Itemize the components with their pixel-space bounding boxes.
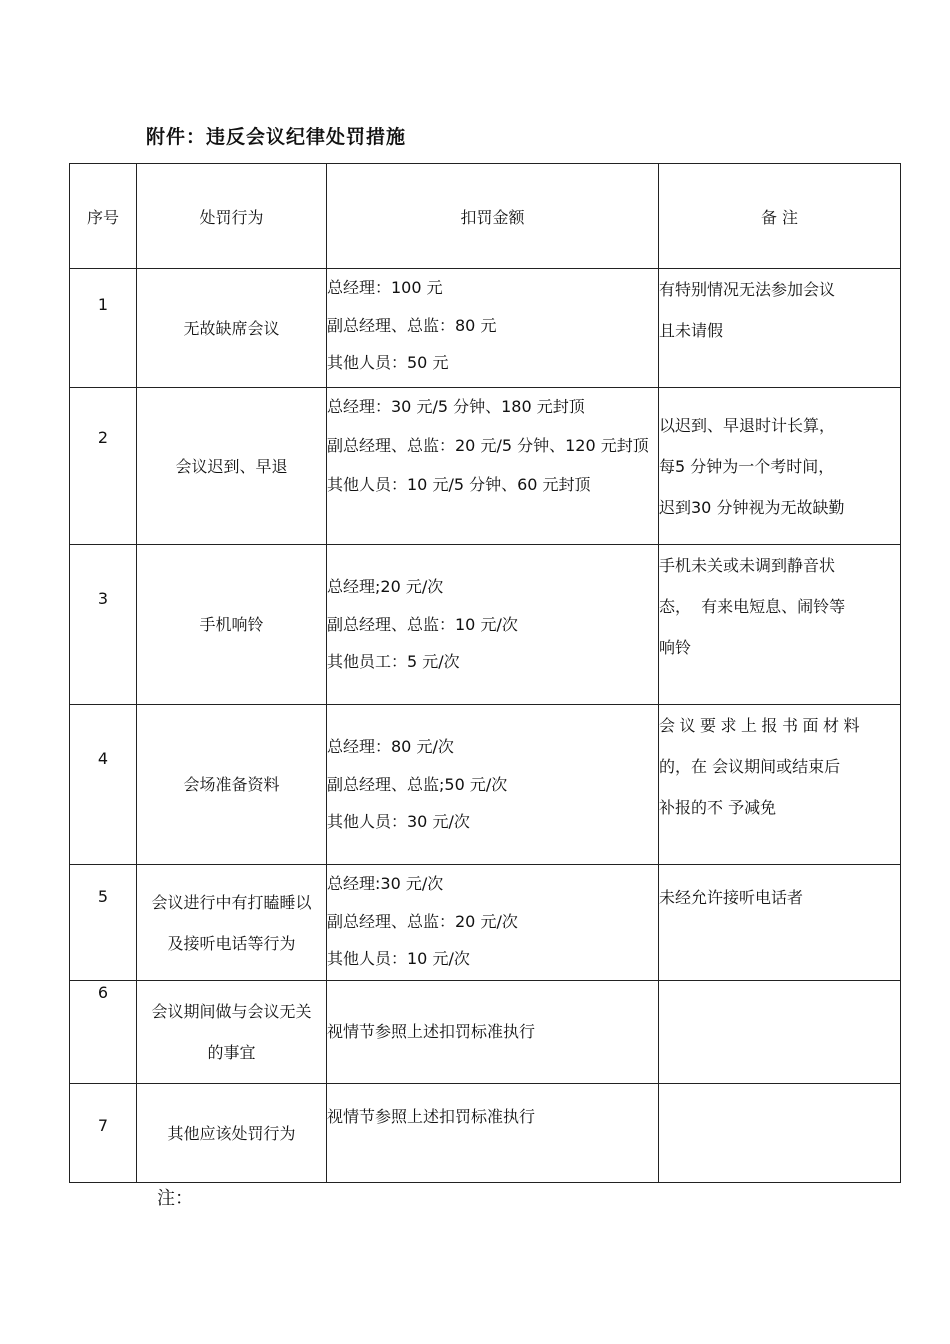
remark-line: 未经允许接听电话者	[659, 888, 804, 907]
amount-line: 总经理：30 元/5 分钟、180 元封顶	[327, 397, 585, 416]
remark-cell	[659, 545, 901, 705]
behavior-cell: 无故缺席会议	[137, 269, 327, 388]
amount-line: 副总经理、总监：20 元/5 分钟、120 元封顶	[327, 435, 649, 455]
row-number-cell	[70, 269, 137, 388]
amount-line: 其他人员：10 元/次	[327, 949, 470, 968]
behavior-cell: 会议进行中有打瞌睡以及接听电话等行为	[137, 865, 327, 981]
amount-cell	[327, 981, 659, 1084]
remark-line: 会议要求上报书面材料	[659, 716, 865, 735]
amount-line: 其他人员：50 元	[327, 353, 449, 372]
behavior-cell: 会议迟到、早退	[137, 388, 327, 545]
table-row	[70, 865, 901, 981]
amount-line: 副总经理、总监：20 元/次	[327, 911, 518, 931]
remark-line: 以迟到、早退时计长算，	[659, 415, 836, 435]
amount-cell	[327, 545, 659, 705]
remark-cell	[659, 269, 901, 388]
table-row	[70, 705, 901, 865]
amount-line: 其他人员：10 元/5 分钟、60 元封顶	[327, 474, 591, 494]
header-behavior: 处罚行为	[137, 164, 327, 269]
row-number: 5	[97, 887, 109, 906]
row-number-cell	[70, 705, 137, 865]
table-row	[70, 981, 901, 1084]
row-number-cell	[70, 865, 137, 981]
remark-line: 态， 有来电短息、闹铃等	[659, 597, 846, 616]
row-number: 4	[97, 749, 109, 768]
table-row	[70, 388, 901, 545]
amount-cell	[327, 1084, 659, 1183]
amount-line: 视情节参照上述扣罚标准执行	[327, 1107, 536, 1126]
remark-line: 的，在 会议期间或结束后	[659, 757, 841, 776]
row-number: 1	[97, 295, 109, 314]
remark-cell	[659, 1084, 901, 1183]
amount-line: 副总经理、总监;50 元/次	[327, 774, 508, 794]
table-row	[70, 545, 901, 705]
amount-line: 总经理：80 元/次	[327, 737, 454, 757]
amount-cell	[327, 705, 659, 865]
amount-line: 总经理;20 元/次	[327, 577, 444, 597]
remark-line: 且未请假	[659, 321, 724, 340]
behavior-cell: 会场准备资料	[137, 705, 327, 865]
row-number: 2	[97, 428, 109, 447]
penalty-table	[69, 163, 901, 1183]
remark-line: 每5 分钟为一个考时间，	[659, 456, 835, 476]
row-number: 6	[97, 983, 109, 1002]
row-number: 7	[97, 1116, 109, 1135]
remark-line: 手机未关或未调到静音状	[659, 556, 836, 575]
amount-line: 其他人员：30 元/次	[327, 812, 470, 832]
amount-line: 总经理:30 元/次	[327, 874, 444, 893]
remark-line: 补报的不 予减免	[659, 798, 777, 817]
amount-line: 副总经理、总监：80 元	[327, 315, 497, 335]
document-title: 附件：违反会议纪律处罚措施	[146, 126, 407, 148]
behavior-cell: 其他应该处罚行为	[137, 1084, 327, 1183]
amount-cell	[327, 269, 659, 388]
table-header-row	[70, 164, 901, 269]
remark-cell	[659, 981, 901, 1084]
behavior-cell: 会议期间做与会议无关的事宜	[137, 981, 327, 1084]
row-number-cell	[70, 388, 137, 545]
table-row	[70, 269, 901, 388]
amount-line: 视情节参照上述扣罚标准执行	[327, 1022, 536, 1042]
row-number-cell	[70, 981, 137, 1084]
remark-line: 响铃	[659, 638, 692, 657]
amount-line: 总经理：100 元	[327, 278, 443, 297]
row-number-cell	[70, 545, 137, 705]
amount-line: 其他员工：5 元/次	[327, 652, 460, 672]
remark-line: 有特别情况无法参加会议	[659, 280, 836, 299]
row-number: 3	[97, 589, 109, 608]
table-row	[70, 1084, 901, 1183]
amount-cell	[327, 388, 659, 545]
remark-cell	[659, 865, 901, 981]
header-amount: 扣罚金额	[327, 164, 659, 269]
remark-line: 迟到30 分钟视为无故缺勤	[659, 497, 845, 517]
note-label: 注：	[157, 1188, 193, 1209]
header-remark: 备 注	[659, 164, 901, 269]
amount-line: 副总经理、总监：10 元/次	[327, 614, 518, 634]
header-no: 序号	[70, 164, 137, 269]
remark-cell	[659, 705, 901, 865]
row-number-cell	[70, 1084, 137, 1183]
amount-cell	[327, 865, 659, 981]
behavior-cell: 手机响铃	[137, 545, 327, 705]
remark-cell	[659, 388, 901, 545]
